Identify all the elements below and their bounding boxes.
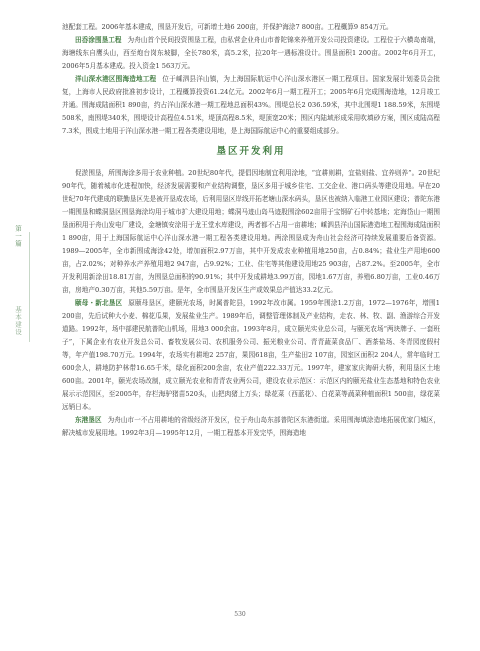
- paragraph: [62, 34, 440, 73]
- paragraph-heading: 颐母・新北垦区: [75, 299, 123, 307]
- part-label: 第一篇: [14, 225, 22, 248]
- paragraph: [62, 167, 440, 297]
- paragraph-heading: 东港垦区: [75, 416, 102, 424]
- paragraph: [62, 297, 440, 414]
- paragraph-text: 为舟山首个民间投资围垦工程，由私营企业舟山市普陀锦来养殖开发公司投资建设。工程位于六横岛南端，海塘线东自鹰头山，西至炮台岗东坡脚，全长780米，高5.2米，拉20年一遇标准设计。围垦面积1 200亩。2002年6月开工，2006年5月基本建成。投入资金1 563万元。: [62, 36, 441, 70]
- paragraph: [62, 414, 440, 440]
- page-number: 530: [234, 611, 246, 618]
- paragraph-heading: 田岙涂围垦工程: [75, 36, 122, 44]
- paragraph-text: 为舟山市一不占用耕地的省级经济开发区，位于舟山岛东部普陀区东港街道。采用围海填涂造地拓展优家门城区，解决城市发展用地。1992年3月—1995年12月，一期工程基本开发完毕，围海造地: [62, 416, 441, 437]
- paragraph: [62, 21, 440, 34]
- section-heading: 垦区开发利用: [216, 146, 286, 157]
- paragraph-text: 促淤围垦，所围海涂多用于农业种植。20世纪80年代，提倡因地制宜利用涂地，“宜耕则耕，宜盐则盐、宜养则养”。20世纪90年代，随着城市化进程加快，经济发展需要和产业结构调整，垦区多用于城乡住宅、工交企业、港口码头等建设用地。早在20世纪70年代建成的联勤垦区先是被开垦成农场，后利用垦区岸线开拓老塘山深水码头，垦区也被纳入临港工业园区建设；普陀东港一期围垦和蝶洞垦区围垦海涂均用于城市扩大建设用地；蝶洞马迹山岛马迹股围涂602亩用于宝钢矿石中转基地；定海岱山一期围垦面积用于舟山发电厂建设，金塘镇安涂用于龙王堂水库建设，两者都不占用一亩耕地；嵊泗县洋山国际港造地工程围海成陆面积1 890亩，用于上海国际航运中心洋山深水港一期工程各类建设用地。两涂围垦成为舟山社会经济可持续发展重要后备资源。1989—2005年，全市新围成海涂42处，增加面积2.97万亩，其中开发成农业种植用地250亩，占0.84%；盐业生产用地600亩，占2.02%；对种养水产养殖用地2 947亩，占9.92%；工业、住宅等其他建设用地25 903亩，占87.2%。至2005年，全市开发利用新涂田18.81万亩，为围垦总面积的90.91%；其中开发成耕地3.99万亩，园地1.67万亩，养殖6.80万亩，工业0.46万亩，房地产0.30万亩，其他5.59万亩。是年，全市围垦开发区生产或效果总产值达33.2亿元。: [62, 169, 440, 294]
- paragraph-text: 原颐母垦区，建颐光农场，时属普陀县，1992年改市属。1959年围涂1.2万亩，1972—1976年，增围1 200亩，先后试种大小麦、棉花瓜果，发展盐业生产。1989年后，调整管理体制及产业结构，走农、林、牧、副、渔游综合开发道路。1992年，场中部建民航普陀山机场，用地3 000余亩。1993年8月，成立颐光实业总公司，与颐光农场“两块牌子、一套班子”，下属企业有农业开发总公司、畜牧发展公司、农机服务公司、振光粮业公司、青青蔬菜食品厂、酒茶盐场、冬青园度假村等，年产值198.70万元。1994年，农场实有耕地2 257亩，果园618亩，生产盐田2 107亩，园室区面积2 204人，常年临时工600余人，耕地防护林带16.65千米，绿化面积200余亩，农业产值222.33万元。1997年，建家家庆淘研大桥，利用垦区土地600亩。2001年，颐光农场改制，成立颐光农业和青青农业两公司，建设农业示范区：示范区内的颐光盐业生态基地和特色农业展示示范园区，至2005年，存栏海驴猪苗520头，山把肉猪上万头；绿花菜（西蓝花）、白花菜等蔬菜种植面积1 500亩，绿花菜远销日本。: [62, 299, 440, 411]
- chapter-label: 基本建设: [14, 305, 22, 336]
- paragraph-text: 池配套工程。2006年基本建成，围垦开发后，可新增土地6 200亩，并保护海涂7 800亩。工程概算9 854万元。: [62, 23, 393, 31]
- paragraph-text: 位于嵊泗县洋山镇，为上海国际航运中心洋山深水港区一期工程项目。国家发展计划委员会批复，上海市人民政府批准初步设计，工程概算投资61.24亿元。2002年6月一期工程开工；2005年6月完成围海造地，12月竣工并通。围海成陆面积1 890亩，约占洋山深水港一期工程地总面积43%。围堤总长2 036.59米，其中北围堤1 188.59米，东围堤508米，南围堤340米，围堤设计高程位4.51米，堤顶高程8.5米，堤顶宽20米；围区内陆域形成采用吹填砂方案，围区成陆高程7.3米，围成土地用于洋山深水港一期工程各类建设用地，是上海国际航运中心的重要组成部分。: [62, 75, 441, 135]
- margin-divider: [29, 232, 30, 342]
- paragraph: [62, 73, 440, 138]
- page-body: [62, 21, 440, 440]
- paragraph-heading: 洋山深水港区围海造地工程: [75, 75, 157, 83]
- margin-labels: [14, 225, 36, 336]
